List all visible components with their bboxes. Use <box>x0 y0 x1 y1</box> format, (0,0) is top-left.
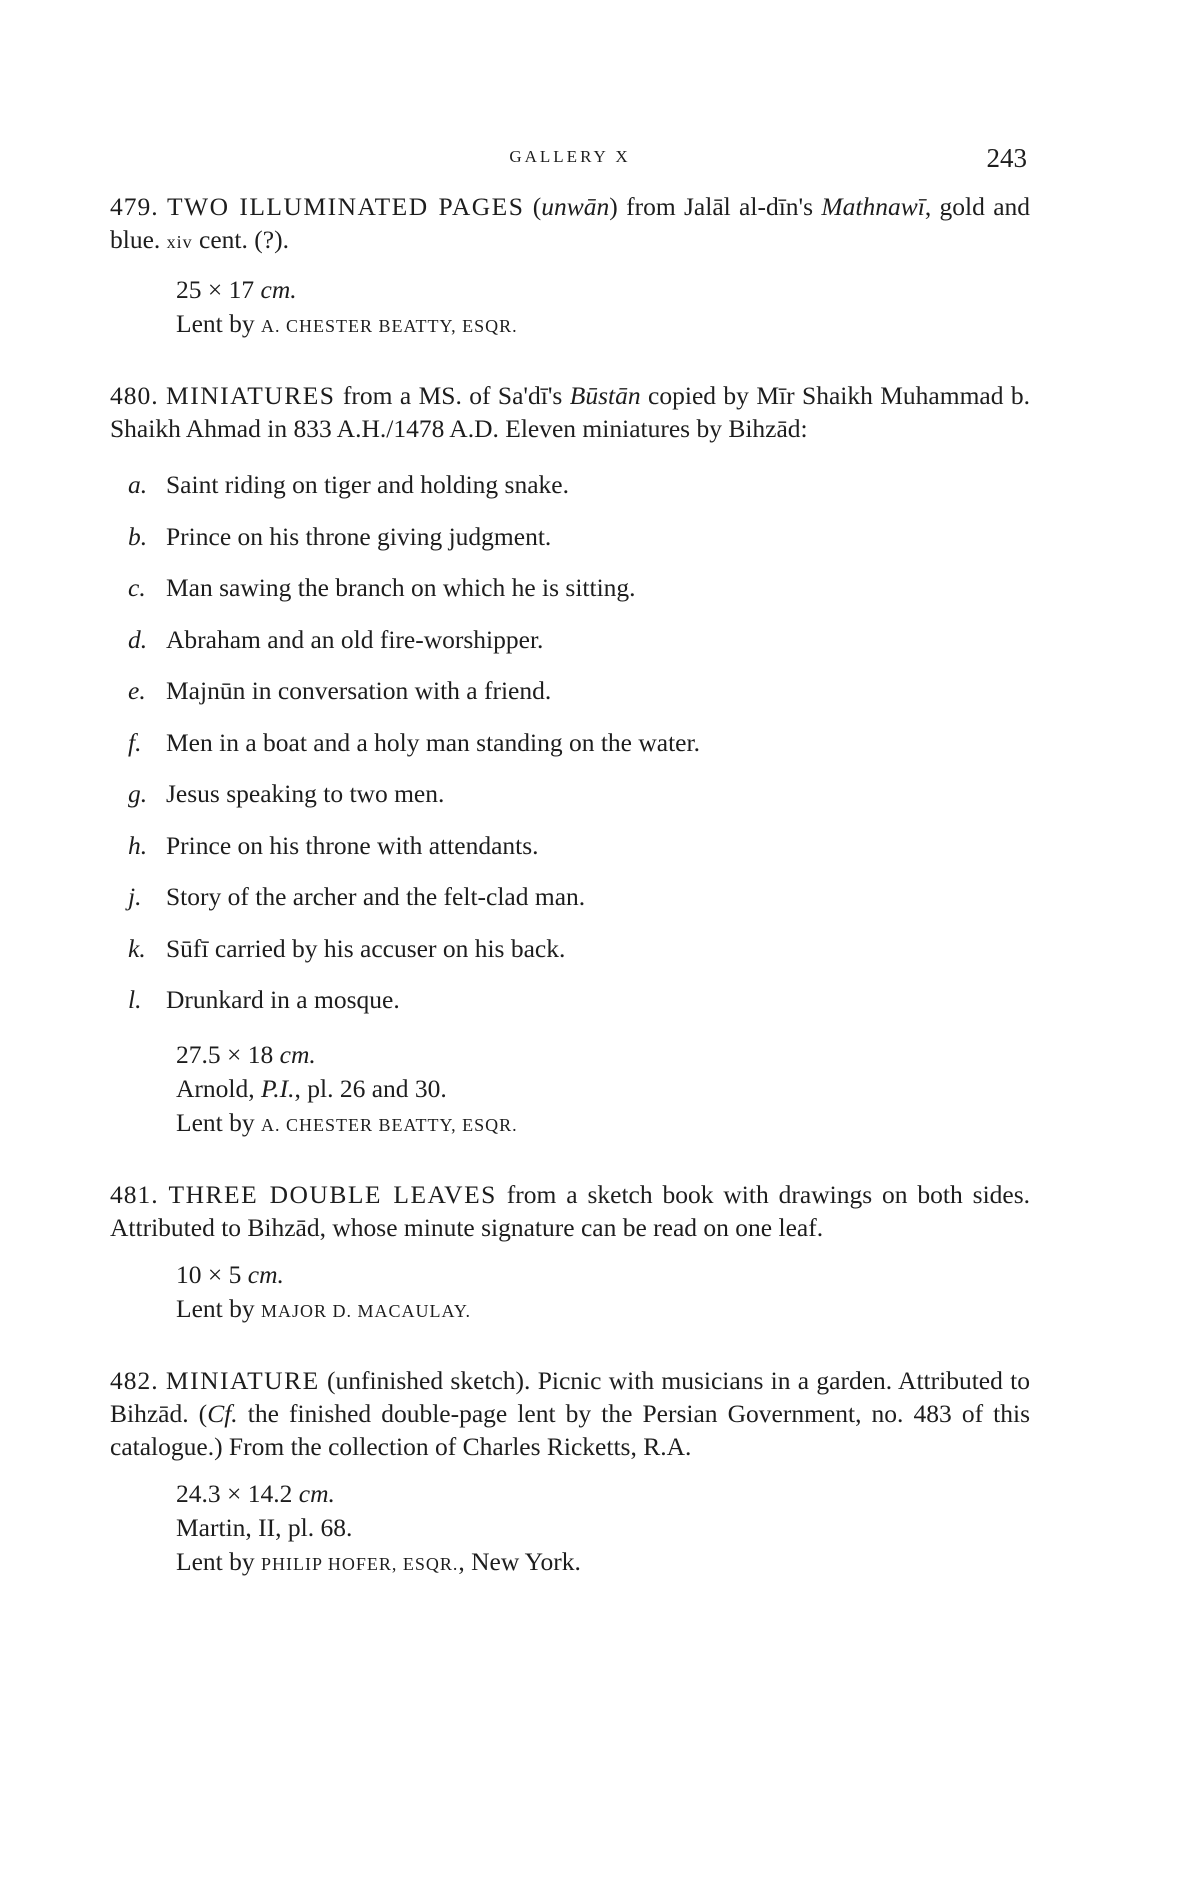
entry-lender <box>176 1106 1030 1142</box>
entry-text: cent. (?). <box>199 225 289 254</box>
entry-cf: Cf. <box>207 1398 238 1428</box>
list-item <box>128 614 1030 666</box>
entry-text: copied by Mīr Shaikh Muhammad b. Shaikh Ahmad in 833 A.H./1478 A.D. Eleven miniatures by Bihzād: <box>110 381 1031 443</box>
item-letter: k. <box>128 933 146 963</box>
entry-meta <box>176 1258 1030 1328</box>
entry-text: , gold and blue. <box>110 192 1031 254</box>
entry-title: MINIATURE <box>165 1365 320 1395</box>
catalogue-entry-480 <box>110 379 1030 1142</box>
list-item <box>128 717 1030 769</box>
entry-term: unwān <box>541 192 610 221</box>
item-letter: g. <box>128 779 148 808</box>
item-text: Saint riding on tiger and holding snake. <box>166 470 569 499</box>
item-letter: h. <box>128 830 148 860</box>
entry-number: 480. <box>110 381 159 410</box>
entry-text: from a MS. of Sa'dī's <box>342 381 563 410</box>
miniature-list <box>128 459 1030 1026</box>
dimension-value: 24.3 × 14.2 <box>176 1478 293 1508</box>
entry-dimensions <box>176 1258 1030 1292</box>
entry-meta <box>176 273 1030 343</box>
lender-place: , New York. <box>458 1546 581 1576</box>
lender-name: MAJOR D. MACAULAY. <box>260 1300 472 1321</box>
list-item <box>128 511 1030 563</box>
dimension-value: 25 × 17 <box>176 275 255 304</box>
lent-by-label: Lent by <box>176 1546 255 1576</box>
item-letter: e. <box>128 676 146 705</box>
entry-number: 481. <box>110 1179 159 1209</box>
item-text: Sūfī carried by his accuser on his back. <box>166 933 566 963</box>
entry-text: from Jalāl al-dīn's <box>626 192 814 221</box>
item-text: Prince on his throne giving judgment. <box>166 521 552 551</box>
item-text: Men in a boat and a holy man standing on the water. <box>166 727 700 757</box>
entry-title: TWO ILLUMINATED PAGES <box>166 192 525 221</box>
dimension-value: 27.5 × 18 <box>176 1039 274 1069</box>
lent-by-label: Lent by <box>176 1107 255 1137</box>
lender-name: A. CHESTER BEATTY, ESQR. <box>260 316 518 336</box>
entry-lender <box>176 1292 1030 1328</box>
item-letter: d. <box>128 624 148 654</box>
entry-work-title: Mathnawī <box>821 192 925 221</box>
list-item <box>128 871 1030 923</box>
dimension-value: 10 × 5 <box>176 1259 242 1289</box>
entry-number: 482. <box>110 1365 159 1395</box>
catalogue-entry-479 <box>110 190 1030 343</box>
dimension-unit: cm. <box>247 1259 284 1289</box>
running-head: GALLERY X <box>509 147 631 166</box>
entry-lender <box>176 1545 1030 1581</box>
entry-work-title: Būstān <box>569 381 641 410</box>
entry-reference <box>176 1072 1030 1106</box>
entry-lender <box>176 307 1030 343</box>
lent-by-label: Lent by <box>176 1293 255 1323</box>
entry-meta <box>176 1477 1030 1581</box>
entry-description <box>110 1178 1030 1244</box>
item-letter: j. <box>128 882 142 911</box>
item-text: Jesus speaking to two men. <box>166 779 445 808</box>
entry-text: (unfinished sketch). Picnic with musicians in a garden. Attributed to Bihzād. ( <box>110 1365 1030 1428</box>
item-text: Abraham and an old fire-worshipper. <box>166 624 544 654</box>
reference-author: Arnold, <box>176 1073 255 1103</box>
item-letter: f. <box>128 727 142 757</box>
entry-description <box>110 379 1030 445</box>
list-item <box>128 768 1030 820</box>
list-item <box>128 820 1030 872</box>
entry-century: xiv <box>166 232 193 252</box>
entry-text: from a sketch book with drawings on both sides. Attributed to Bihzād, whose minute signature can be read on one leaf. <box>110 1179 1031 1242</box>
catalogue-entries <box>110 190 1030 1617</box>
list-item <box>128 665 1030 717</box>
page-header <box>110 143 1030 177</box>
item-letter: a. <box>128 470 148 499</box>
entry-title: THREE DOUBLE LEAVES <box>168 1179 497 1209</box>
item-text: Man sawing the branch on which he is sitting. <box>166 573 636 602</box>
lender-name: A. CHESTER BEATTY, ESQR. <box>260 1114 518 1135</box>
dimension-unit: cm. <box>279 1039 316 1069</box>
page-number: 243 <box>986 143 1027 173</box>
list-item <box>128 459 1030 511</box>
reference-title: P.I. <box>261 1073 295 1103</box>
list-item <box>128 562 1030 614</box>
entry-reference: Martin, II, pl. 68. <box>176 1512 353 1542</box>
item-text: Drunkard in a mosque. <box>166 985 400 1014</box>
lender-name: PHILIP HOFER, ESQR. <box>260 1553 459 1574</box>
entry-dimensions <box>176 1038 1030 1072</box>
catalogue-entry-481 <box>110 1178 1030 1328</box>
lent-by-label: Lent by <box>176 309 255 338</box>
entry-meta <box>176 1038 1030 1142</box>
entry-description <box>110 1364 1030 1463</box>
catalogue-entry-482 <box>110 1364 1030 1581</box>
entry-dimensions <box>176 273 1030 307</box>
item-text: Majnūn in conversation with a friend. <box>166 676 552 705</box>
list-item <box>128 923 1030 975</box>
item-letter: l. <box>128 985 142 1014</box>
dimension-unit: cm. <box>298 1478 335 1508</box>
entry-title: MINIATURES <box>166 381 336 410</box>
dimension-unit: cm. <box>260 275 297 304</box>
item-text: Prince on his throne with attendants. <box>166 830 539 860</box>
list-item <box>128 974 1030 1026</box>
item-text: Story of the archer and the felt-clad man. <box>166 882 586 911</box>
entry-description: 479. TWO ILLUMINATED PAGES (unwān) from Jalāl al-dīn's Mathnawī, gold and blue. xiv cent. (?). <box>110 192 1031 254</box>
entry-dimensions <box>176 1477 1030 1511</box>
item-letter: c. <box>128 573 146 602</box>
reference-detail: , pl. 26 and 30. <box>294 1073 447 1103</box>
entry-number: 479. <box>110 192 159 221</box>
item-letter: b. <box>128 521 148 551</box>
entry-text: the finished double-page lent by the Persian Government, no. 483 of this catalogue.) From the collection of Charles Ricketts, R.A. <box>110 1398 1031 1461</box>
